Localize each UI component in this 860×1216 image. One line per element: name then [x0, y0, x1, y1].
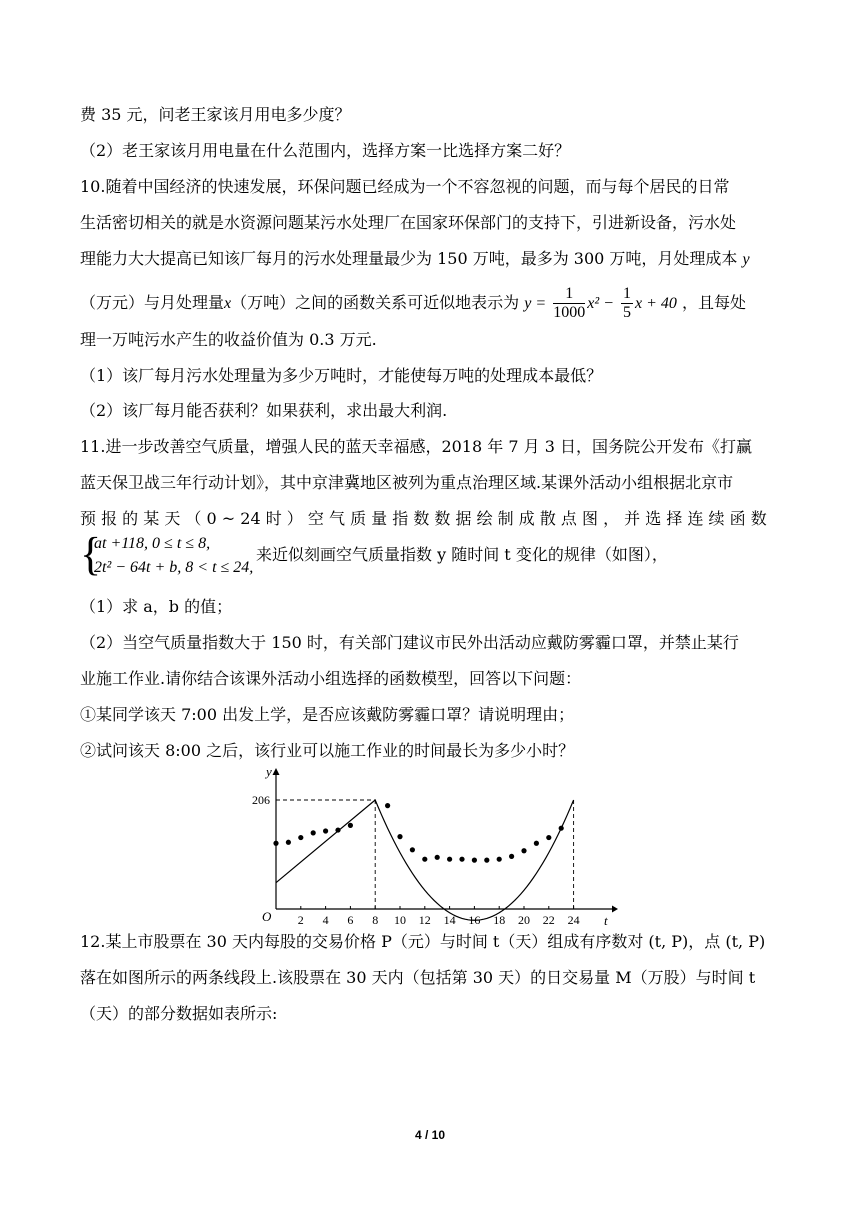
text-line: （1）该厂每月污水处理量为多少万吨时，才能使每万吨的处理成本最低？	[80, 366, 603, 385]
x-tick-label: 12	[418, 913, 431, 927]
data-point	[447, 857, 452, 862]
text-span: 理能力大大提高已知该厂每月的污水处理量最少为 150 万吨，最多为 300 万吨，月处理成本	[80, 249, 738, 268]
data-point	[422, 857, 427, 862]
x-axis-label: t	[604, 913, 608, 928]
x-tick-label: 16	[468, 913, 481, 927]
x-tick-label: 24	[567, 913, 580, 927]
var-x: x	[224, 295, 232, 312]
text-line: （2）老王家该月用电量在什么范围内，选择方案一比选择方案二好？	[80, 141, 571, 160]
x-tick-label: 18	[493, 913, 506, 927]
text-line: 业施工作业.请你结合该课外活动小组选择的函数模型，回答以下问题：	[80, 669, 582, 688]
text-line: 生活密切相关的就是水资源问题某污水处理厂在国家环保部门的支持下，引进新设备，污水处	[80, 213, 737, 232]
text-line: （2）该厂每月能否获利？如果获利，求出最大利润.	[80, 401, 448, 420]
data-point	[459, 857, 464, 862]
y-tick-label: 206	[252, 793, 270, 807]
problem-10-heading: 10.随着中国经济的快速发展，环保问题已经成为一个不容忽视的问题，而与每个居民的日常	[80, 177, 730, 196]
x-tick-label: 10	[394, 913, 406, 927]
data-point	[497, 857, 502, 862]
x-tick-label: 22	[542, 913, 555, 927]
fraction	[553, 285, 585, 322]
cost-formula	[524, 285, 682, 321]
data-point	[323, 828, 328, 833]
text-line: （2）当空气质量指数大于 150 时，有关部门建议市民外出活动应戴防雾霾口罩，并禁止某行	[80, 633, 739, 652]
y-axis-arrow	[273, 768, 280, 775]
y-axis-label: y	[266, 764, 272, 779]
text-span: （万吨）之间的函数关系可近似地表示为	[231, 293, 520, 312]
text-line: 落在如图所示的两条线段上.该股票在 30 天内（包括第 30 天）的日交易量 M（万股）与时间 t	[80, 968, 756, 987]
text-span: （万元）与月处理量	[80, 293, 225, 312]
text-line: 理一万吨污水产生的收益价值为 0.3 万元.	[80, 330, 377, 349]
formula-term: x² −	[587, 295, 614, 312]
text-line: ②试问该天 8:00 之后，该行业可以施工作业的时间最长为多少小时？	[80, 741, 575, 760]
data-point	[484, 858, 489, 863]
formula-line	[80, 284, 746, 323]
data-point	[286, 840, 291, 845]
data-point	[472, 858, 477, 863]
data-point	[298, 835, 303, 840]
data-point	[509, 854, 514, 859]
piecewise-row-1: at +118, 0 ≤ t ≤ 8,	[94, 535, 211, 552]
frac-num: 1	[623, 285, 632, 302]
brace-glyph: {	[80, 528, 102, 581]
x-tick-label: 14	[443, 913, 456, 927]
data-point	[335, 827, 340, 832]
x-tick-label: 6	[347, 913, 354, 927]
data-point	[546, 835, 551, 840]
text-line: （1）求 a，b 的值；	[80, 597, 233, 616]
data-point	[397, 834, 402, 839]
page-number: 4 / 10	[414, 1128, 446, 1142]
text-line: 蓝天保卫战三年行动计划》，其中京津冀地区被列为重点治理区域.某课外活动小组根据北京市	[80, 473, 734, 492]
problem-11-heading: 11.进一步改善空气质量，增强人民的蓝天幸福感，2018 年 7 月 3 日，国务院公开发布《打赢	[80, 437, 752, 456]
text-line: 来近似刻画空气质量指数 y 随时间 t 变化的规律（如图），	[256, 545, 668, 564]
x-axis-arrow	[612, 906, 618, 913]
frac-den: 5	[623, 304, 632, 321]
fraction	[621, 285, 633, 322]
problem-12-heading: 12.某上市股票在 30 天内每股的交易价格 P（元）与时间 t（天）组成有序数对 (t, P)，点 (t, P)	[80, 932, 766, 951]
text-line: ①某同学该天 7:00 出发上学，是否应该戴防雾霾口罩？请说明理由；	[80, 705, 575, 724]
piecewise-row-2: 2t² − 64t + b, 8 < t ≤ 24,	[94, 559, 254, 576]
text-line	[80, 249, 750, 270]
formula-term: x + 40	[635, 295, 677, 312]
origin-label: O	[262, 909, 272, 924]
data-point	[273, 841, 278, 846]
air-quality-scatter-chart	[250, 762, 620, 930]
frac-num: 1	[553, 285, 585, 304]
x-tick-label: 2	[297, 913, 304, 927]
text-line: 费 35 元，问老王家该月用电多少度？	[80, 105, 351, 124]
x-tick-label: 20	[518, 913, 530, 927]
data-point	[410, 847, 415, 852]
x-tick-label: 4	[322, 913, 329, 927]
formula-lhs: y =	[524, 295, 547, 312]
data-point	[435, 855, 440, 860]
x-tick-label: 8	[372, 913, 379, 927]
data-point	[385, 803, 390, 808]
text-line: （天）的部分数据如表所示:	[80, 1004, 278, 1023]
data-point	[521, 848, 526, 853]
text-line: 预 报 的 某 天 （ 0 ~ 24 时 ） 空 气 质 量 指 数 数 据 绘 制 成 散 点 图 ， 并 选 择 连 续 函 数	[80, 509, 767, 528]
data-point	[311, 830, 316, 835]
frac-den: 1000	[553, 304, 586, 321]
data-point	[559, 826, 564, 831]
data-point	[348, 823, 353, 828]
var-y: y	[742, 251, 750, 268]
data-point	[534, 841, 539, 846]
text-span: ，且每处	[682, 293, 747, 312]
